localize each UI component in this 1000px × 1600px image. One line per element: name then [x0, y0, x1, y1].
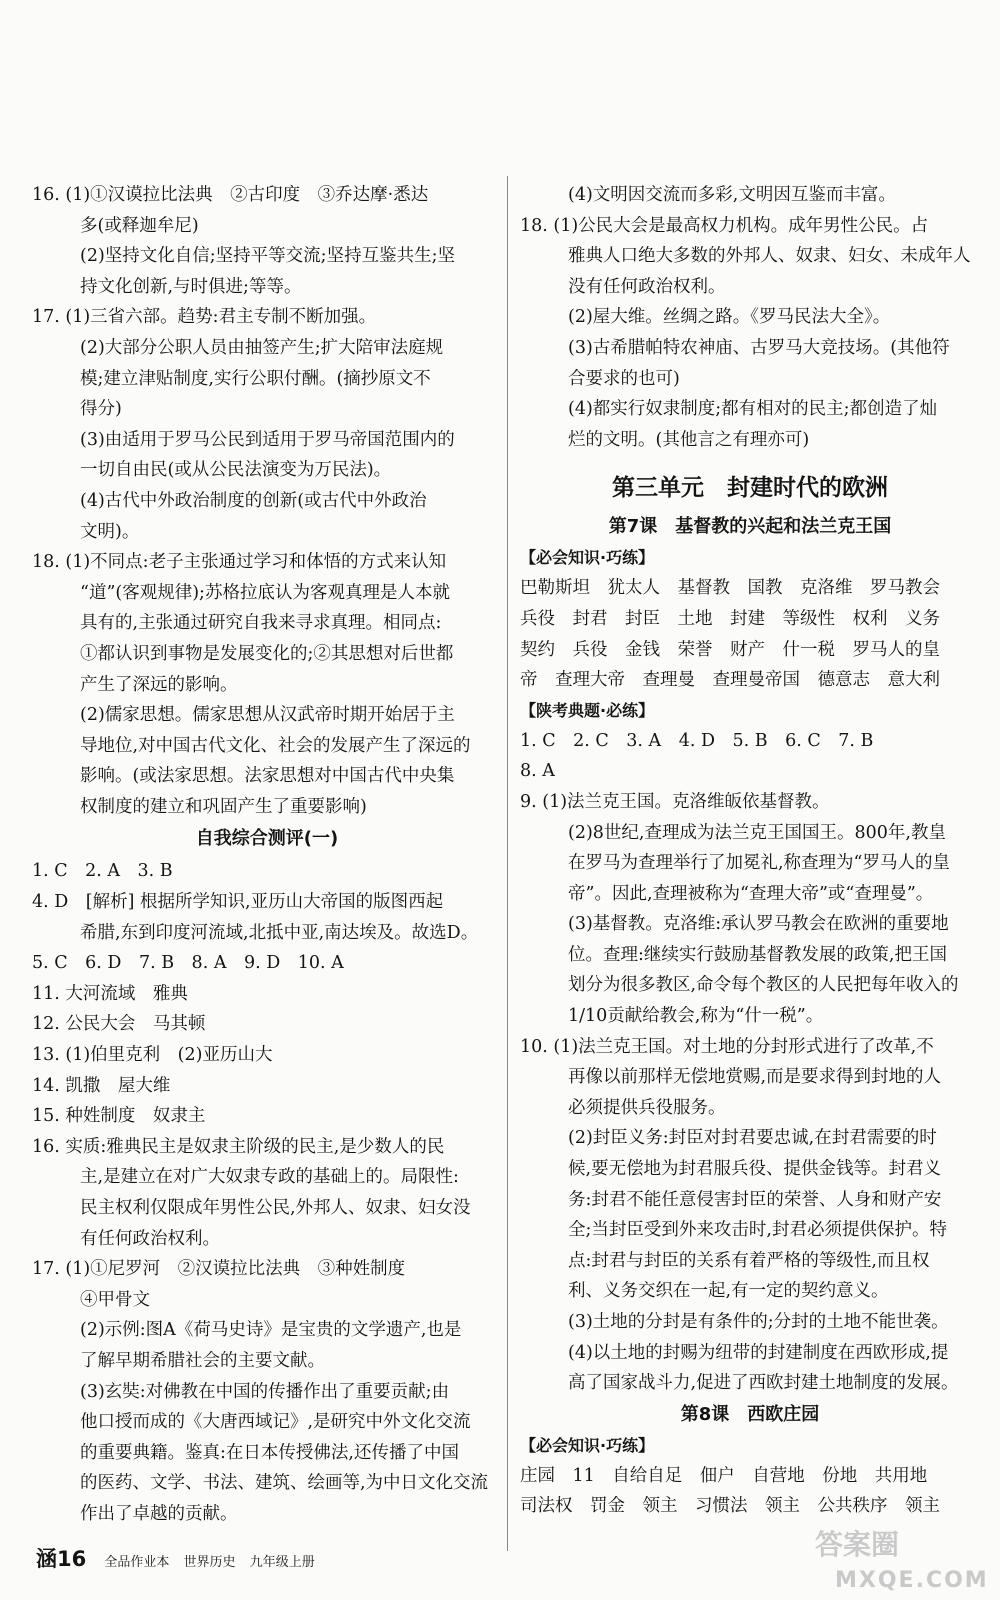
right-line: 巴勒斯坦 犹太人 基督教 国教 克洛维 罗马教会 [520, 578, 940, 599]
left-line: (3)玄奘:对佛教在中国的传播作出了重要贡献;由 [80, 1381, 450, 1402]
left-line: 作出了卓越的贡献。 [80, 1503, 238, 1524]
left-line: 14. 凯撒 屋大维 [32, 1075, 171, 1096]
right-line: 再像以前那样无偿地赏赐,而是要求得到封地的人 [568, 1067, 942, 1088]
left-line: 了解早期希腊社会的主要文献。 [80, 1350, 325, 1371]
left-line: 的医药、文学、书法、建筑、绘画等,为中日文化交流 [80, 1473, 489, 1494]
left-line: 持文化创新,与时俱进;等等。 [80, 276, 302, 297]
right-line: (4)都实行奴隶制度;都有相对的民主;都创造了灿 [568, 399, 938, 420]
section-tag: 【必会知识·巧练】 [520, 1435, 655, 1455]
left-line: 12. 公民大会 马其顿 [32, 1014, 206, 1035]
left-line: ④甲骨文 [80, 1289, 150, 1310]
left-line: 的重要典籍。鉴真:在日本传授佛法,还传播了中国 [80, 1442, 459, 1463]
lesson-heading: 第7课 基督教的兴起和法兰克王国 [608, 516, 892, 538]
right-line: 必须提供兵役服务。 [568, 1097, 726, 1118]
left-line: 16. (1)①汉谟拉比法典 ②古印度 ③乔达摩·悉达 [32, 185, 429, 205]
right-line: (4)以土地的封赐为纽带的封建制度在西欧形成,提 [568, 1342, 949, 1363]
right-line: (3)古希腊帕特农神庙、古罗马大竞技场。(其他符 [568, 337, 950, 358]
left-line: 希腊,东到印度河流域,北抵中亚,南达埃及。故选D。 [80, 922, 479, 943]
right-line: 9. (1)法兰克王国。克洛维皈依基督教。 [520, 791, 830, 812]
left-line: (2)儒家思想。儒家思想从汉武帝时期开始居于主 [80, 705, 455, 726]
left-line: 模;建立津贴制度,实行公职付酬。(摘抄原文不 [80, 368, 431, 389]
right-line: 全;当封臣受到外来攻击时,封君必须提供保护。特 [568, 1220, 947, 1241]
left-line: (4)古代中外政治制度的创新(或古代中外政治 [80, 490, 427, 511]
left-line: 13. (1)伯里克利 (2)亚历山大 [32, 1045, 273, 1066]
left-line: ①都认识到事物是发展变化的;②其思想对后世都 [80, 643, 454, 664]
left-line: 民主权利仅限成年男性公民,外邦人、奴隶、妇女没 [80, 1198, 471, 1218]
left-line: 18. (1)不同点:老子主张通过学习和体悟的方式来认知 [32, 552, 447, 573]
right-line: 18. (1)公民大会是最高权力机构。成年男性公民。占 [520, 215, 929, 236]
right-line: 雅典人口绝大多数的外邦人、奴隶、妇女、未成年人 [568, 246, 971, 267]
section-heading: 自我综合测评(一) [195, 828, 339, 850]
right-line: 帝 查理大帝 查理曼 查理曼帝国 德意志 意大利 [520, 670, 940, 691]
page-footer [36, 1543, 325, 1573]
left-line: 具有的,主张通过研究自我来寻求真理。相同点: [80, 613, 442, 634]
section-tag: 【必会知识·巧练】 [520, 548, 655, 568]
right-line: 位。查理:继续实行鼓励基督教发展的政策,把王国 [568, 944, 947, 965]
left-line: 一切自由民(或从公民法演变为万民法)。 [80, 460, 392, 481]
left-line: 主,是建立在对广大奴隶专政的基础上的。局限性: [80, 1167, 459, 1188]
left-line: (3)由适用于罗马公民到适用于罗马帝国范围内的 [80, 429, 455, 450]
left-line: 1. C 2. A 3. B [32, 861, 173, 882]
unit-heading: 第三单元 封建时代的欧洲 [612, 475, 888, 502]
left-column [32, 180, 502, 1530]
left-line: 权制度的建立和巩固产生了重要影响) [80, 796, 367, 817]
right-line: 1. C 2. C 3. A 4. D 5. B 6. C 7. B [520, 730, 874, 751]
left-line: 16. 实质:雅典民主是奴隶主阶级的民主,是少数人的民 [32, 1136, 445, 1157]
left-line: 5. C 6. D 7. B 8. A 9. D 10. A [32, 953, 344, 974]
right-line: 在罗马为查理举行了加冕礼,称查理为“罗马人的皇 [568, 853, 951, 874]
right-line: 合要求的也可) [568, 368, 680, 389]
right-line: 候,要无偿地为封君服兵役、提供金钱等。封君义 [568, 1159, 942, 1180]
left-line: 得分) [80, 399, 122, 420]
left-line: 17. (1)三省六部。趋势:君主专制不断加强。 [32, 307, 377, 328]
left-line: 15. 种姓制度 奴隶主 [32, 1106, 206, 1127]
right-line: 8. A [520, 761, 555, 782]
right-line: 高了国家战斗力,促进了西欧封建土地制度的发展。 [568, 1373, 959, 1394]
right-line: (3)基督教。克洛维:承认罗马教会在欧洲的重要地 [568, 914, 949, 935]
right-line: 帝”。因此,查理被称为“查理大帝”或“查理曼”。 [568, 883, 934, 904]
right-line: (3)土地的分封是有条件的;分封的土地不能世袭。 [568, 1312, 949, 1332]
right-line: 兵役 封君 封臣 土地 封建 等级性 权利 义务 [520, 608, 940, 629]
right-line: 契约 兵役 金钱 荣誉 财产 什一税 罗马人的皇 [520, 639, 940, 660]
right-line: 10. (1)法兰克王国。对土地的分封形式进行了改革,不 [520, 1036, 934, 1057]
column-divider [507, 176, 508, 1551]
right-line: 庄园 11 自给自足 佃户 自营地 份地 共用地 [520, 1465, 928, 1486]
page-number: 涵16 [36, 1547, 87, 1571]
left-line: “道”(客观规律);苏格拉底认为客观真理是人本就 [80, 582, 450, 603]
right-line: (4)文明因交流而多彩,文明因互鉴而丰富。 [568, 185, 896, 205]
right-line: 司法权 罚金 领主 习惯法 领主 公共秩序 领主 [520, 1496, 940, 1517]
right-line: (2)屋大维。丝绸之路。《罗马民法大全》。 [568, 307, 891, 328]
left-line: (2)坚持文化自信;坚持平等交流;坚持互鉴共生;坚 [80, 246, 455, 267]
right-line: 没有任何政治权利。 [568, 276, 726, 297]
left-line: 多(或释迦牟尼) [80, 215, 199, 236]
left-line: 产生了深远的影响。 [80, 674, 238, 695]
left-line: 11. 大河流域 雅典 [32, 983, 188, 1004]
right-line: 划分为很多教区,命令每个教区的人民把每年收入的 [568, 975, 959, 996]
section-tag: 【陕考典题·必练】 [520, 700, 655, 720]
book-series: 全品作业本 [104, 1555, 170, 1570]
left-line: 文明)。 [80, 521, 140, 542]
left-line: 导地位,对中国古代文化、社会的发展产生了深远的 [80, 735, 471, 756]
right-line: 点:封君与封臣的关系有着严格的等级性,而且权 [568, 1250, 930, 1271]
watermark-site: MXQE.COM [835, 1568, 989, 1593]
left-line: 有任何政治权利。 [80, 1228, 220, 1249]
right-column [520, 180, 980, 1522]
left-line: 17. (1)①尼罗河 ②汉谟拉比法典 ③种姓制度 [32, 1259, 406, 1280]
left-line: (2)大部分公职人员由抽签产生;扩大陪审法庭规 [80, 337, 444, 358]
lesson-heading: 第8课 西欧庄园 [680, 1403, 820, 1425]
book-subject: 世界历史 [183, 1555, 236, 1570]
left-line: 他口授而成的《大唐西域记》,是研究中外文化交流 [80, 1412, 471, 1433]
watermark-logo: 答案圈 [815, 1528, 900, 1561]
left-line: 影响。(或法家思想。法家思想对中国古代中央集 [80, 766, 455, 787]
right-line: 利、义务交织在一起,有一定的契约意义。 [568, 1281, 889, 1302]
book-grade: 九年级上册 [249, 1555, 315, 1570]
right-line: 务:封君不能任意侵害封臣的荣誉、人身和财产安 [568, 1189, 942, 1210]
right-line: (2)8世纪,查理成为法兰克王国国王。800年,教皇 [568, 822, 946, 843]
right-line: 1/10贡献给教会,称为“什一税”。 [568, 1006, 824, 1027]
right-line: 烂的文明。(其他言之有理亦可) [568, 429, 810, 450]
left-line: (2)示例:图A《荷马史诗》是宝贵的文学遗产,也是 [80, 1320, 462, 1341]
left-line: 4. D [解析] 根据所学知识,亚历山大帝国的版图西起 [32, 892, 444, 913]
right-line: (2)封臣义务:封臣对封君要忠诚,在封君需要的时 [568, 1128, 937, 1149]
